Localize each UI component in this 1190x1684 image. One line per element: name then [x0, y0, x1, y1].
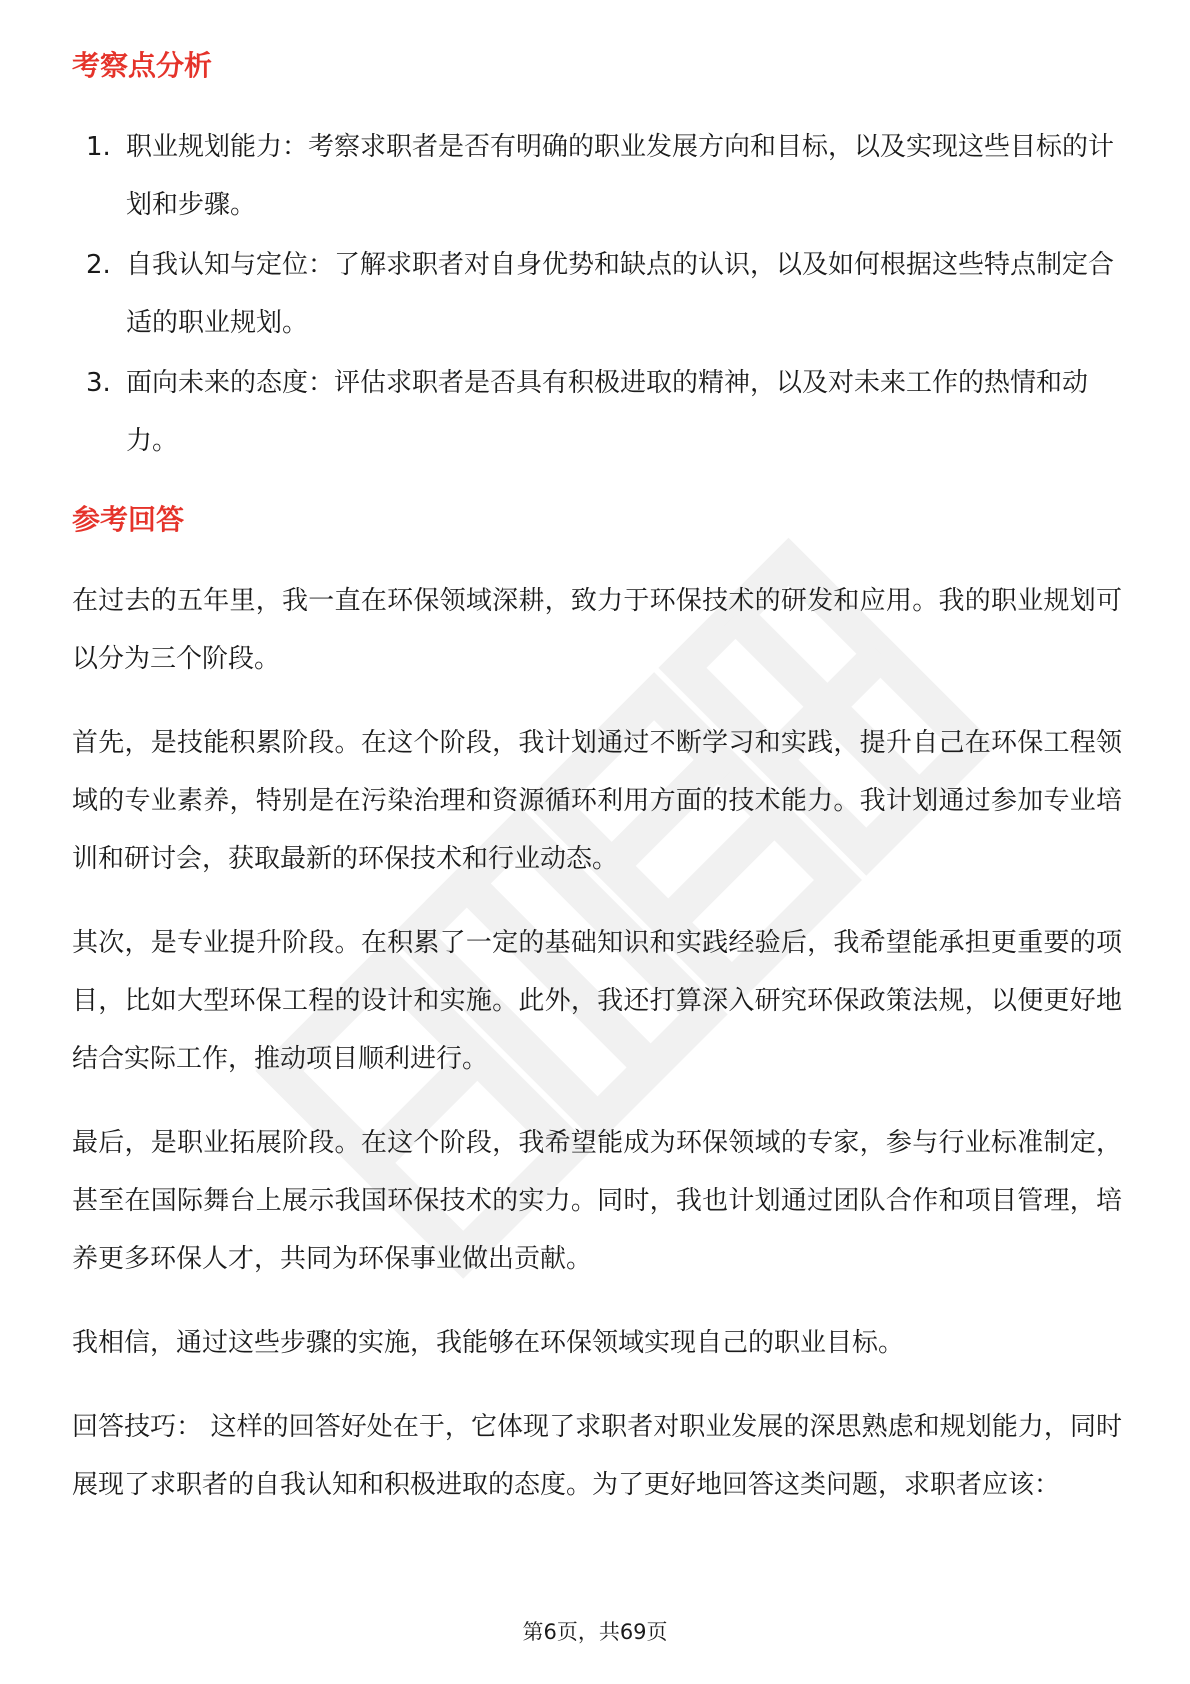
list-item-number: 2.: [86, 250, 111, 280]
answer-paragraph: 首先，是技能积累阶段。在这个阶段，我计划通过不断学习和实践，提升自己在环保工程领域的专业素养，特别是在污染治理和资源循环利用方面的技术能力。我计划通过参加专业培训和研讨会，获取最新的环保技术和行业动态。: [72, 728, 1122, 874]
list-item-number: 3.: [86, 368, 111, 398]
analysis-points-list: [72, 118, 1122, 470]
list-item-text: 面向未来的态度：评估求职者是否具有积极进取的精神，以及对未来工作的热情和动力。: [126, 368, 1089, 456]
answer-tips-paragraph: 回答技巧： 这样的回答好处在于，它体现了求职者对职业发展的深思熟虑和规划能力，同时展现了求职者的自我认知和积极进取的态度。为了更好地回答这类问题，求职者应该：: [72, 1412, 1122, 1500]
list-item-text: 职业规划能力：考察求职者是否有明确的职业发展方向和目标，以及实现这些目标的计划和步骤。: [126, 132, 1115, 220]
list-item: [72, 118, 1122, 234]
list-item-text: 自我认知与定位：了解求职者对自身优势和缺点的认识，以及如何根据这些特点制定合适的职业规划。: [126, 250, 1115, 338]
list-item: [72, 236, 1122, 352]
section-title-analysis: 考察点分析: [72, 49, 213, 82]
page-number-footer: 第6页，共69页: [522, 1620, 668, 1644]
main-content: [72, 46, 1122, 1540]
list-item-number: 1.: [86, 132, 111, 162]
section-title-reference-answer: 参考回答: [72, 503, 185, 536]
answer-paragraph: 我相信，通过这些步骤的实施，我能够在环保领域实现自己的职业目标。: [72, 1328, 905, 1358]
answer-paragraph: 在过去的五年里，我一直在环保领域深耕，致力于环保技术的研发和应用。我的职业规划可以分为三个阶段。: [72, 586, 1122, 674]
list-item: [72, 354, 1122, 470]
answer-paragraph: 其次，是专业提升阶段。在积累了一定的基础知识和实践经验后，我希望能承担更重要的项目，比如大型环保工程的设计和实施。此外，我还打算深入研究环保政策法规，以便更好地结合实际工作，推动项目顺利进行。: [72, 928, 1122, 1074]
answer-paragraph: 最后，是职业拓展阶段。在这个阶段，我希望能成为环保领域的专家，参与行业标准制定，甚至在国际舞台上展示我国环保技术的实力。同时，我也计划通过团队合作和项目管理，培养更多环保人才，共同为环保事业做出贡献。: [72, 1128, 1122, 1274]
